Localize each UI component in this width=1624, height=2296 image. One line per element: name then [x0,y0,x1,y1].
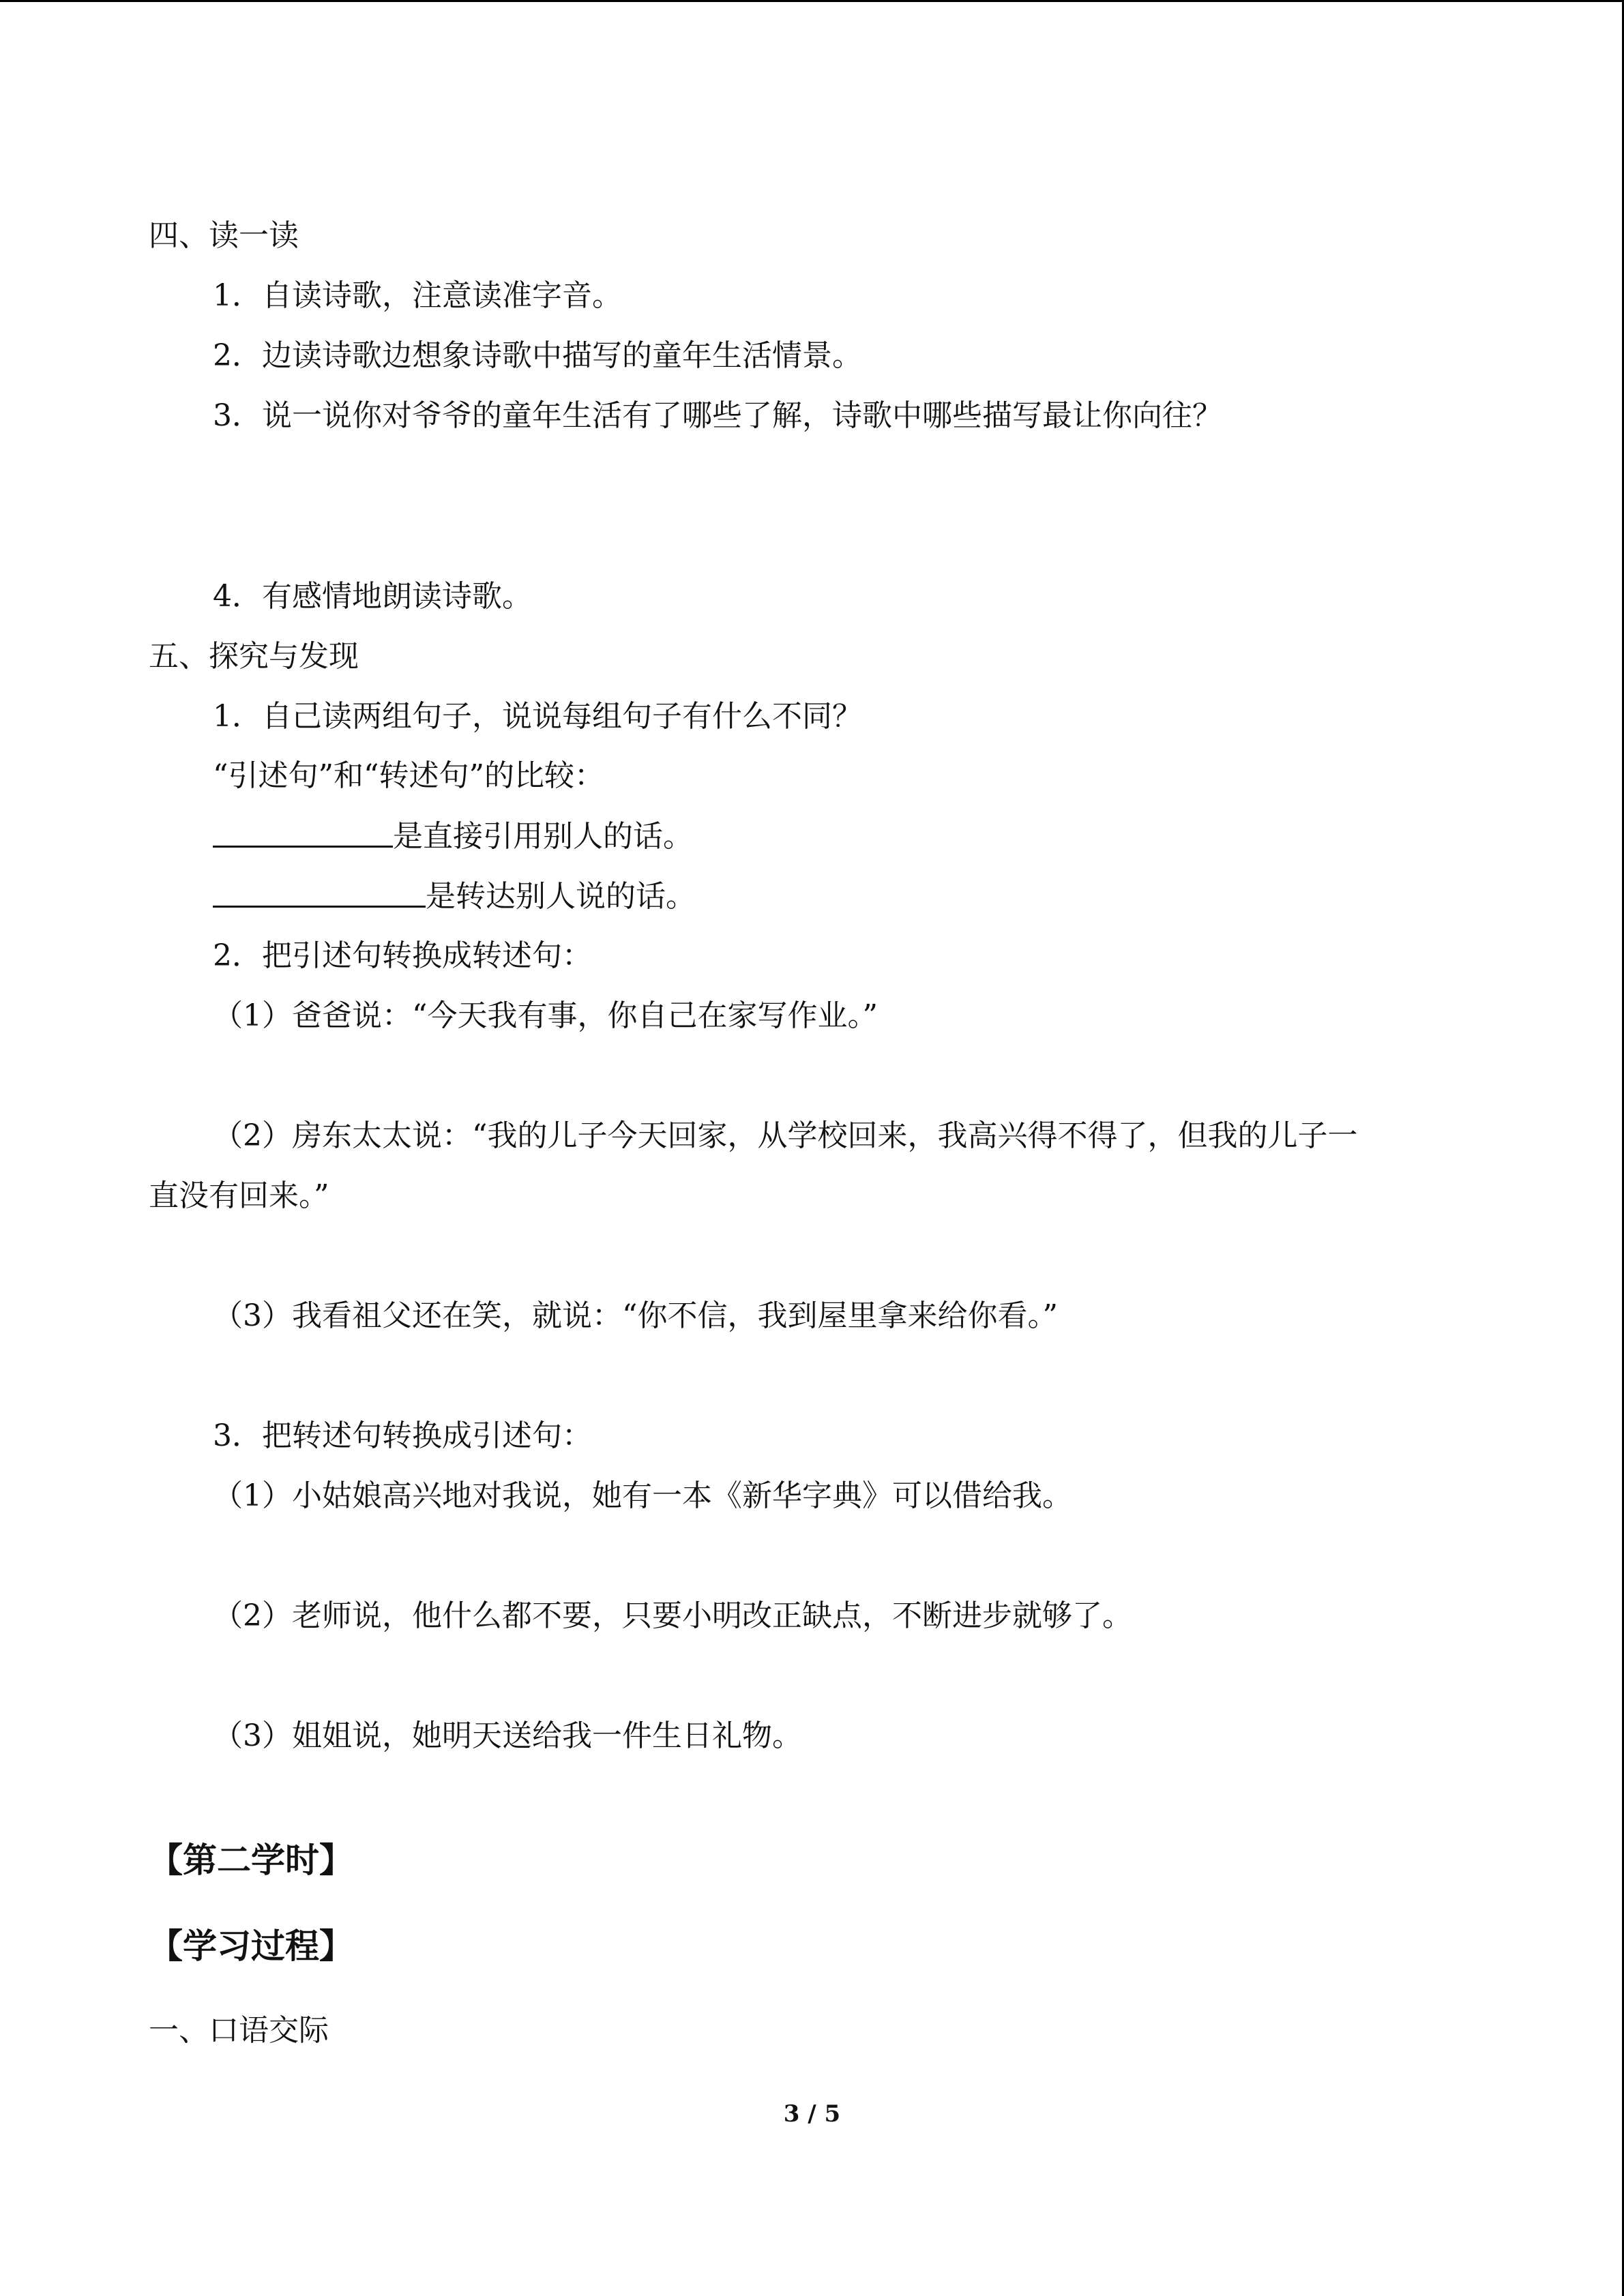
section-5-title: 五、探究与发现 [149,639,359,674]
blank-field-2[interactable] [213,876,426,908]
section-4-item-3: 3．说一说你对爷爷的童年生活有了哪些了解，诗歌中哪些描写最让你向往？ [213,398,1222,433]
exercise-3-2: （2）老师说，他什么都不要，只要小明改正缺点，不断进步就够了。 [213,1598,1132,1633]
exercise-3-3: （3）姐姐说，她明天送给我一件生日礼物。 [213,1718,802,1753]
exercise-3-1: （1）小姑娘高兴地对我说，她有一本《新华字典》可以借给我。 [213,1478,1072,1513]
section-5-item-2: 2．把引述句转换成转述句： [213,938,592,973]
fill-line-2-text: 是转达别人说的话。 [426,879,696,914]
section-5-item-3: 3．把转述句转换成引述句： [213,1418,592,1453]
heading-second-period: 【第二学时】 [149,1840,353,1880]
comparison-heading: “引述句”和“转述句”的比较： [213,758,604,793]
exercise-2-3: （3）我看祖父还在笑，就说：“你不信，我到屋里拿来给你看。” [213,1298,1058,1333]
section-4-item-2: 2．边读诗歌边想象诗歌中描写的童年生活情景。 [213,338,862,373]
exercise-2-2-line-1: （2）房东太太说：“我的儿子今天回家，从学校回来，我高兴得不得了，但我的儿子一 [213,1118,1358,1153]
fill-line-1-text: 是直接引用别人的话。 [393,819,693,854]
heading-learning-process: 【学习过程】 [149,1926,353,1966]
blank-field-1[interactable] [213,816,393,848]
section-5-item-1: 1．自己读两组句子，说说每组句子有什么不同？ [213,699,862,734]
fill-line-2 [213,876,696,917]
section-4-item-1: 1．自读诗歌，注意读准字音。 [213,278,622,313]
section-4-item-4: 4．有感情地朗读诗歌。 [213,579,532,614]
section-1-title: 一、口语交际 [149,2013,329,2048]
exercise-2-2-line-2: 直没有回来。” [149,1178,329,1213]
section-4-title: 四、读一读 [149,218,299,253]
page-number: 3 / 5 [783,2100,841,2128]
exercise-2-1: （1）爸爸说：“今天我有事，你自己在家写作业。” [213,998,878,1033]
page-border-top [0,0,1624,2]
fill-line-1 [213,816,693,857]
